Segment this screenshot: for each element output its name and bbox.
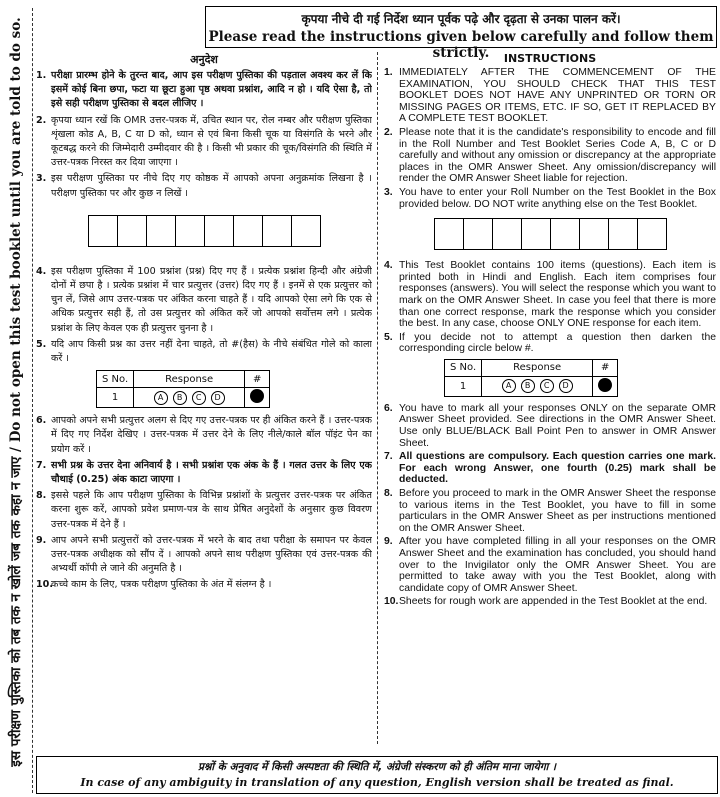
item-text: आप अपने सभी प्रत्युत्तरों को उत्तर-पत्रक में भरने के बाद तथा परीक्षा के समापन पर केवल उत्तर-पत्रक अधीक्षक को सौंप दें । आपको अपने साथ परीक्षण पुस्तिका एवं उत्तर-पत्रक की अभ्यर्थी कॉपी ले जाने की अनुमति है ।: [51, 534, 372, 575]
hindi-item: [36, 69, 372, 112]
english-item: [384, 67, 716, 125]
item-number: 6.: [384, 402, 393, 414]
item-number: 7.: [36, 459, 47, 471]
filled-bubble: [250, 389, 264, 403]
english-item: [384, 488, 716, 534]
roll-box[interactable]: [579, 218, 608, 250]
item-number: 8.: [384, 488, 393, 500]
english-item: [384, 127, 716, 185]
roll-box[interactable]: [204, 215, 233, 247]
hindi-item: [36, 414, 372, 457]
item-text: After you have completed filling in all your responses on the OMR Answer Sheet and the examination has concluded, you should hand over to the Invigilator only the OMR Answer Sheet. You are permitted to take away with you the Test Booklet, along with candidate copy of OMR Answer Sheet.: [399, 536, 716, 594]
hindi-instructions-column: [36, 52, 372, 750]
footer-box: [36, 756, 718, 794]
item-text: इस परीक्षण पुस्तिका पर नीचे दिए गए कोष्ठक में आपको अपना अनुक्रमांक लिखना है । परीक्षण पुस्तिका पर और कुछ न लिखें ।: [51, 173, 372, 199]
item-number: 10.: [384, 596, 399, 608]
hindi-item: [36, 172, 372, 200]
option-bubble: B: [521, 379, 535, 393]
english-item: [384, 187, 716, 210]
item-text: परीक्षा प्रारम्भ होने के तुरन्त बाद, आप इस परीक्षण पुस्तिका की पड़ताल अवश्य कर लें कि इसमें कोई बिना छपा, फटा या छूटा हुआ पृष्ठ अथवा प्रश्नांश, आदि न हो । यदि ऐसा है, तो इसे सही परीक्षण पुस्तिका से बदल लीजिए ।: [51, 70, 372, 110]
item-text: IMMEDIATELY AFTER THE COMMENCEMENT OF THE EXAMINATION, YOU SHOULD CHECK THAT THIS TEST BOOKLET DOES NOT HAVE ANY UNPRINTED OR TORN OR MISSING PAGES OR ITEMS, ETC. IF SO, GET IT REPLACED BY A COMPLETE TEST BOOKLET.: [399, 67, 716, 125]
english-title: INSTRUCTIONS: [503, 52, 597, 65]
roll-box[interactable]: [608, 218, 637, 250]
footer-english: In case of any ambiguity in translation of any question, English version shall be treated as final.: [80, 776, 674, 789]
hindi-item: [36, 534, 372, 577]
item-number: 3.: [36, 173, 47, 185]
roll-number-boxes[interactable]: [384, 218, 716, 250]
item-number: 9.: [36, 534, 47, 546]
item-text: यदि आप किसी प्रश्न का उत्तर नहीं देना चाहते, तो #(हैस) के नीचे संबंधित गोले को काला करें ।: [51, 338, 372, 365]
item-text: Sheets for rough work are appended in the Test Booklet at the end.: [399, 596, 708, 608]
item-number: 5.: [384, 331, 393, 343]
option-bubble: D: [211, 391, 225, 405]
roll-box[interactable]: [463, 218, 492, 250]
item-number: 1.: [384, 67, 393, 78]
item-number: 4.: [384, 260, 393, 272]
item-text: You have to enter your Roll Number on the Test Booklet in the Box provided below. DO NOT write anything else on the Test Booklet.: [399, 186, 716, 210]
sno-header: S No.: [445, 359, 482, 376]
option-bubble: C: [540, 379, 554, 393]
option-bubble: A: [502, 379, 516, 393]
option-bubble: A: [154, 391, 168, 405]
item-text: आपको अपने सभी प्रत्युत्तर अलग से दिए गए उत्तर-पत्रक पर ही अंकित करने हैं । उत्तर-पत्रक में दिए गए निर्देश देखिए । उत्तर-पत्रक में उत्तर देने के लिए नीले/काले बॉल पॉइंट पेन का प्रयोग करें ।: [51, 415, 372, 455]
item-text: You have to mark all your responses ONLY on the separate OMR Answer Sheet provided. See directions in the OMR Answer Sheet. Use only BLUE/BLACK Ball Point Pen to answer in OMR Answer Sheet.: [399, 402, 716, 449]
item-text: All questions are compulsory. Each question carries one mark. For each wrong Answer, one fourth (0.25) mark shall be deducted.: [399, 451, 716, 486]
response-header: Response: [134, 371, 245, 388]
english-item: [384, 536, 716, 594]
item-number: 9.: [384, 536, 393, 548]
row-number: 1: [445, 376, 482, 396]
hash-header: #: [245, 371, 270, 388]
option-bubble: C: [192, 391, 206, 405]
item-text: Before you proceed to mark in the OMR Answer Sheet the response to various items in the Test Booklet, you have to fill in some particulars in the OMR Answer Sheet as per instructions mentioned on the OMR Answer Sheet.: [399, 488, 716, 534]
item-number: 3.: [384, 186, 393, 198]
option-bubble: B: [173, 391, 187, 405]
item-number: 7.: [384, 451, 393, 463]
roll-box[interactable]: [291, 215, 321, 247]
hindi-title: अनुदेश: [190, 53, 218, 66]
english-instructions-column: [384, 52, 716, 750]
item-text: इससे पहले कि आप परीक्षण पुस्तिका के विभिन्न प्रश्नांशों के प्रत्युत्तर उत्तर-पत्रक पर अंकित करना शुरू करें, आपको प्रवेश प्रमाण-पत्र के साथ प्रेषित अनुदेशों के अनुसार कुछ विवरण उत्तर-पत्रक में देने हैं ।: [51, 490, 372, 530]
item-text: Please note that it is the candidate's responsibility to encode and fill in the Roll Number and Test Booklet Series Code A, B, C or D carefully and without any omission or discrepancy at the appropriate places in the OMR Answer Sheet. Any omission/discrepancy will render the OMR Answer Sheet liable for rejection.: [399, 126, 716, 185]
hindi-item: [36, 489, 372, 532]
item-number: 4.: [36, 265, 47, 277]
option-bubble: D: [559, 379, 573, 393]
roll-box[interactable]: [175, 215, 204, 247]
item-number: 2.: [384, 126, 393, 138]
sno-header: S No.: [97, 371, 134, 388]
item-text: इस परीक्षण पुस्तिका में 100 प्रश्नांश (प्रश्न) दिए गए हैं । प्रत्येक प्रश्नांश हिन्दी और अंग्रेजी दोनों में छपा है । प्रत्येक प्रश्नांश में चार प्रत्युत्तर (उत्तर) दिए गए हैं । इनमें से एक प्रत्युत्तर को चुन लें, जिसे आप उत्तर-पत्रक पर अंकित करना चाहते हैं । यदि आपको ऐसा लगे कि एक से अधिक प्रत्युत्तर सही हैं, तो उस प्रत्युत्तर को अंकित करें जो आपको सर्वोत्तम लगे । प्रत्येक प्रश्नांश के लिए केवल एक ही प्रत्युत्तर चुनना है ।: [51, 265, 372, 334]
item-number: 10.: [36, 579, 53, 591]
footer-hindi: प्रश्नों के अनुवाद में किसी अस्पष्टता की स्थिति में, अंग्रेजी संस्करण को ही अंतिम माना जायेगा ।: [198, 761, 556, 773]
roll-box[interactable]: [550, 218, 579, 250]
hindi-item: [36, 265, 372, 336]
column-divider: [377, 52, 378, 744]
item-number: 2.: [36, 114, 47, 126]
header-box: [205, 6, 717, 61]
side-instruction-text: इस परीक्षण पुस्तिका को तब तक न खोलें जब तक कहा न जाए / Do not open this test booklet until you are told to do so.: [8, 17, 24, 767]
row-number: 1: [97, 388, 134, 408]
item-text: If you decide not to attempt a question then darken the corresponding circle below #.: [399, 331, 716, 355]
item-number: 8.: [36, 490, 47, 502]
item-text: This Test Booklet contains 100 items (questions). Each item is printed both in Hindi and English. Each item comprises four responses (answers). You will select the response which you want to mark on the OMR Answer Sheet. In case you feel that there is more than one correct response, mark the response which you consider the best. In any case, choose ONLY ONE response for each item.: [399, 260, 716, 330]
header-english: Please read the instructions given below carefully and follow them strictly.: [208, 29, 714, 61]
english-item: [384, 403, 716, 449]
roll-box[interactable]: [88, 215, 117, 247]
roll-box[interactable]: [262, 215, 291, 247]
hindi-item: [36, 338, 372, 366]
roll-box[interactable]: [233, 215, 262, 247]
english-example-table: [444, 359, 618, 397]
roll-box[interactable]: [146, 215, 175, 247]
roll-box[interactable]: [117, 215, 146, 247]
hindi-example-table: [96, 370, 270, 408]
hash-header: #: [593, 359, 618, 376]
item-number: 6.: [36, 415, 47, 427]
hindi-item: [36, 459, 372, 487]
item-number: 1.: [36, 70, 47, 81]
header-hindi: कृपया नीचे दी गई निर्देश ध्यान पूर्वक पढ़े और दृढ़ता से उनका पालन करें।: [301, 12, 621, 26]
roll-box[interactable]: [521, 218, 550, 250]
item-text: कच्चे काम के लिए, पत्रक परीक्षण पुस्तिका के अंत में संलग्न है ।: [51, 579, 272, 591]
roll-box[interactable]: [492, 218, 521, 250]
response-header: Response: [482, 359, 593, 376]
english-item: [384, 332, 716, 355]
hindi-item: [36, 578, 372, 592]
hindi-item: [36, 114, 372, 171]
roll-box[interactable]: [434, 218, 463, 250]
english-item: [384, 596, 716, 608]
item-text: सभी प्रश्न के उत्तर देना अनिवार्य है । सभी प्रश्नांश एक अंक के हैं । गलत उत्तर के लिए एक चौथाई (0.25) अंक काटा जाएगा ।: [51, 459, 372, 486]
english-item: [384, 260, 716, 330]
filled-bubble: [598, 378, 612, 392]
roll-box[interactable]: [637, 218, 667, 250]
item-number: 5.: [36, 338, 47, 350]
roll-number-boxes[interactable]: [36, 215, 372, 247]
english-item: [384, 451, 716, 486]
item-text: कृपया ध्यान रखें कि OMR उत्तर-पत्रक में, उचित स्थान पर, रोल नम्बर और परीक्षण पुस्तिका शृंखला कोड A, B, C या D को, ध्यान से एवं बिना किसी चूक या विसंगति के भरने और कूटबद्ध करने की जिम्मेदारी उम्मीदवार की है । किसी भी प्रकार की चूक/विसंगति की स्थिति में उत्तर-पत्रक निरस्त कर दिया जाएगा ।: [51, 114, 372, 169]
